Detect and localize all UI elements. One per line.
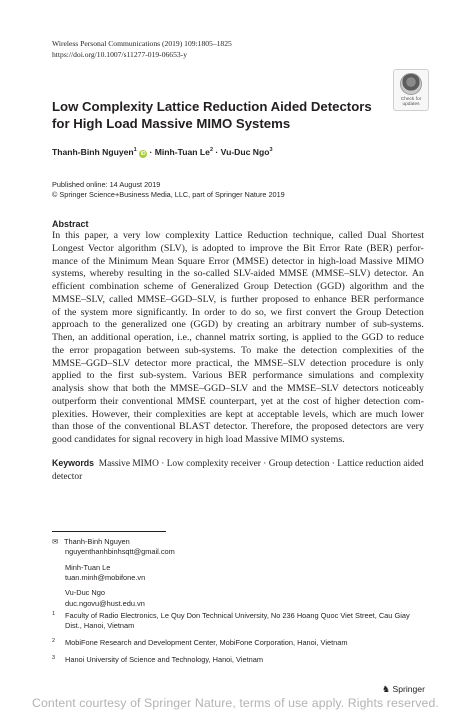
crossmark-icon bbox=[400, 73, 422, 95]
publication-info bbox=[52, 180, 285, 200]
abstract-line: In this paper, a very low complexity Lattice Reduction technique, called Dual Shortest bbox=[52, 230, 424, 241]
keywords-heading: Keywords bbox=[52, 458, 95, 468]
badge-line-1: Check for bbox=[400, 97, 422, 102]
footnote-divider bbox=[52, 531, 166, 532]
badge-line-2: updates bbox=[402, 102, 420, 108]
author-affil-sup: 1 bbox=[133, 147, 137, 153]
abstract-line: the error propagation between sub-systems. To make the detection complexities of the bbox=[52, 344, 424, 356]
affiliation-text: Faculty of Radio Electronics, Le Quy Don Technical University, No 236 Hoang Quoc Viet Street, Cau Giay Dist., Hanoi, Vietnam bbox=[65, 611, 410, 631]
author-separator: · bbox=[147, 147, 155, 157]
affiliation-entry bbox=[52, 611, 424, 631]
published-date: Published online: 14 August 2019 bbox=[52, 180, 161, 189]
abstract-line: Then, an additional operation, i.e., channel matrix sorting, is applied to the GGD to reduce bbox=[52, 332, 424, 343]
abstract-line: mance of the Minimum Mean Square Error (MMSE) detector in high-load Massive MIMO bbox=[52, 255, 424, 267]
contact-entry bbox=[52, 588, 175, 608]
affiliation-text: MobiFone Research and Development Center, MobiFone Corporation, Hanoi, Vietnam bbox=[65, 637, 348, 647]
doi-link[interactable]: https://doi.org/10.1007/s11277-019-06653-y bbox=[52, 49, 188, 59]
springer-horse-icon: ♞ bbox=[382, 685, 391, 695]
abstract-line: MMSE–SLV, called MMSE–GGD–SLV, is further proposed to enhance BER performance bbox=[52, 293, 424, 305]
author-affil-sup: 3 bbox=[269, 147, 273, 153]
author-name: Vu‑Duc Ngo bbox=[220, 147, 270, 157]
contact-list bbox=[52, 537, 175, 614]
contact-email[interactable]: tuan.minh@mobifone.vn bbox=[65, 572, 146, 582]
publisher-logo bbox=[382, 684, 425, 695]
abstract-line: MMSE–GGD–SLV detector more practical, the MMSE–SLV detection procedure is only bbox=[52, 357, 424, 369]
abstract-line: outperform their conventional MMSE counterpart, yet at the cost of higher detection com- bbox=[52, 395, 424, 407]
orcid-icon[interactable]: iD bbox=[140, 151, 146, 157]
author-separator: · bbox=[213, 147, 221, 157]
abstract-line: of the system more significantly. In order to do so, we first convert the Group Detection bbox=[52, 306, 424, 318]
abstract-line: applied to the first sub-system. Various BER performance simulations and complexity bbox=[52, 370, 424, 382]
abstract-heading: Abstract bbox=[52, 219, 89, 229]
abstract-line: efficient combination scheme of Generalized Group Detection (GGD) algorithm and the bbox=[52, 281, 424, 292]
affiliation-entry bbox=[52, 655, 424, 665]
author-affil-sup: 2 bbox=[209, 147, 214, 153]
publisher-name: Springer bbox=[392, 684, 425, 694]
journal-citation: Wireless Personal Communications (2019) 109:1805–1825 bbox=[52, 39, 232, 48]
keywords-text: Massive MIMO · Low complexity receiver · Group detection · Lattice reduction aided detector bbox=[52, 459, 424, 482]
keywords-section bbox=[52, 457, 424, 483]
copyright-notice: © Springer Science+Business Media, LLC, part of Springer Nature 2019 bbox=[52, 190, 285, 199]
check-for-updates-badge[interactable] bbox=[393, 69, 429, 111]
contact-name: Minh‑Tuan Le bbox=[65, 562, 111, 572]
affiliation-list bbox=[52, 611, 424, 671]
abstract-line: Longest Vector algorithm (SLV), is adopted to improve the Bit Error Rate (BER) perfor- bbox=[52, 242, 424, 254]
affiliation-number: 2 bbox=[52, 637, 55, 644]
contact-entry bbox=[52, 537, 175, 557]
contact-email[interactable]: nguyenthanhbinhsqtt@gmail.com bbox=[65, 547, 175, 557]
abstract-line: plexities. However, their complexities are kept at acceptable levels, which are much lower bbox=[52, 408, 424, 420]
abstract-line: good candidates for signal recovery in high load Massive MIMO systems. bbox=[52, 434, 345, 445]
author-name: Minh‑Tuan Le bbox=[154, 147, 210, 157]
affiliation-entry bbox=[52, 638, 424, 648]
abstract-line: than those of the conventional BLAST detector. Therefore, the proposed detectors are very bbox=[52, 421, 424, 433]
abstract-line: analysis show that both the MMSE–GGD–SLV and the MMSE–SLV detectors noticeably bbox=[52, 383, 424, 394]
abstract-line: approach to the generalized one (GGD) by creating an arbitrary number of sub-systems. bbox=[52, 319, 424, 331]
affiliation-text: Hanoi University of Science and Technology, Hanoi, Vietnam bbox=[65, 654, 264, 664]
courtesy-watermark: Content courtesy of Springer Nature, terms of use apply. Rights reserved. bbox=[32, 696, 439, 710]
contact-name: Vu‑Duc Ngo bbox=[65, 588, 105, 598]
journal-header bbox=[52, 39, 232, 60]
paper-title: Low Complexity Lattice Reduction Aided Detectors for High Load Massive MIMO Systems bbox=[52, 99, 372, 131]
envelope-icon: ✉ bbox=[52, 537, 59, 546]
author-name: Thanh‑Binh Nguyen bbox=[52, 147, 134, 157]
contact-name: Thanh‑Binh Nguyen bbox=[64, 537, 130, 546]
affiliation-number: 3 bbox=[52, 654, 55, 661]
contact-entry bbox=[52, 563, 175, 583]
abstract-line: systems, whereby resulting in the so-called SLV-aided MMSE (MMSE–SLV) detector. An bbox=[52, 268, 424, 280]
contact-email[interactable]: duc.ngovu@hust.edu.vn bbox=[65, 598, 145, 608]
abstract-body bbox=[52, 230, 424, 447]
affiliation-number: 1 bbox=[52, 611, 55, 617]
author-list bbox=[52, 147, 273, 158]
